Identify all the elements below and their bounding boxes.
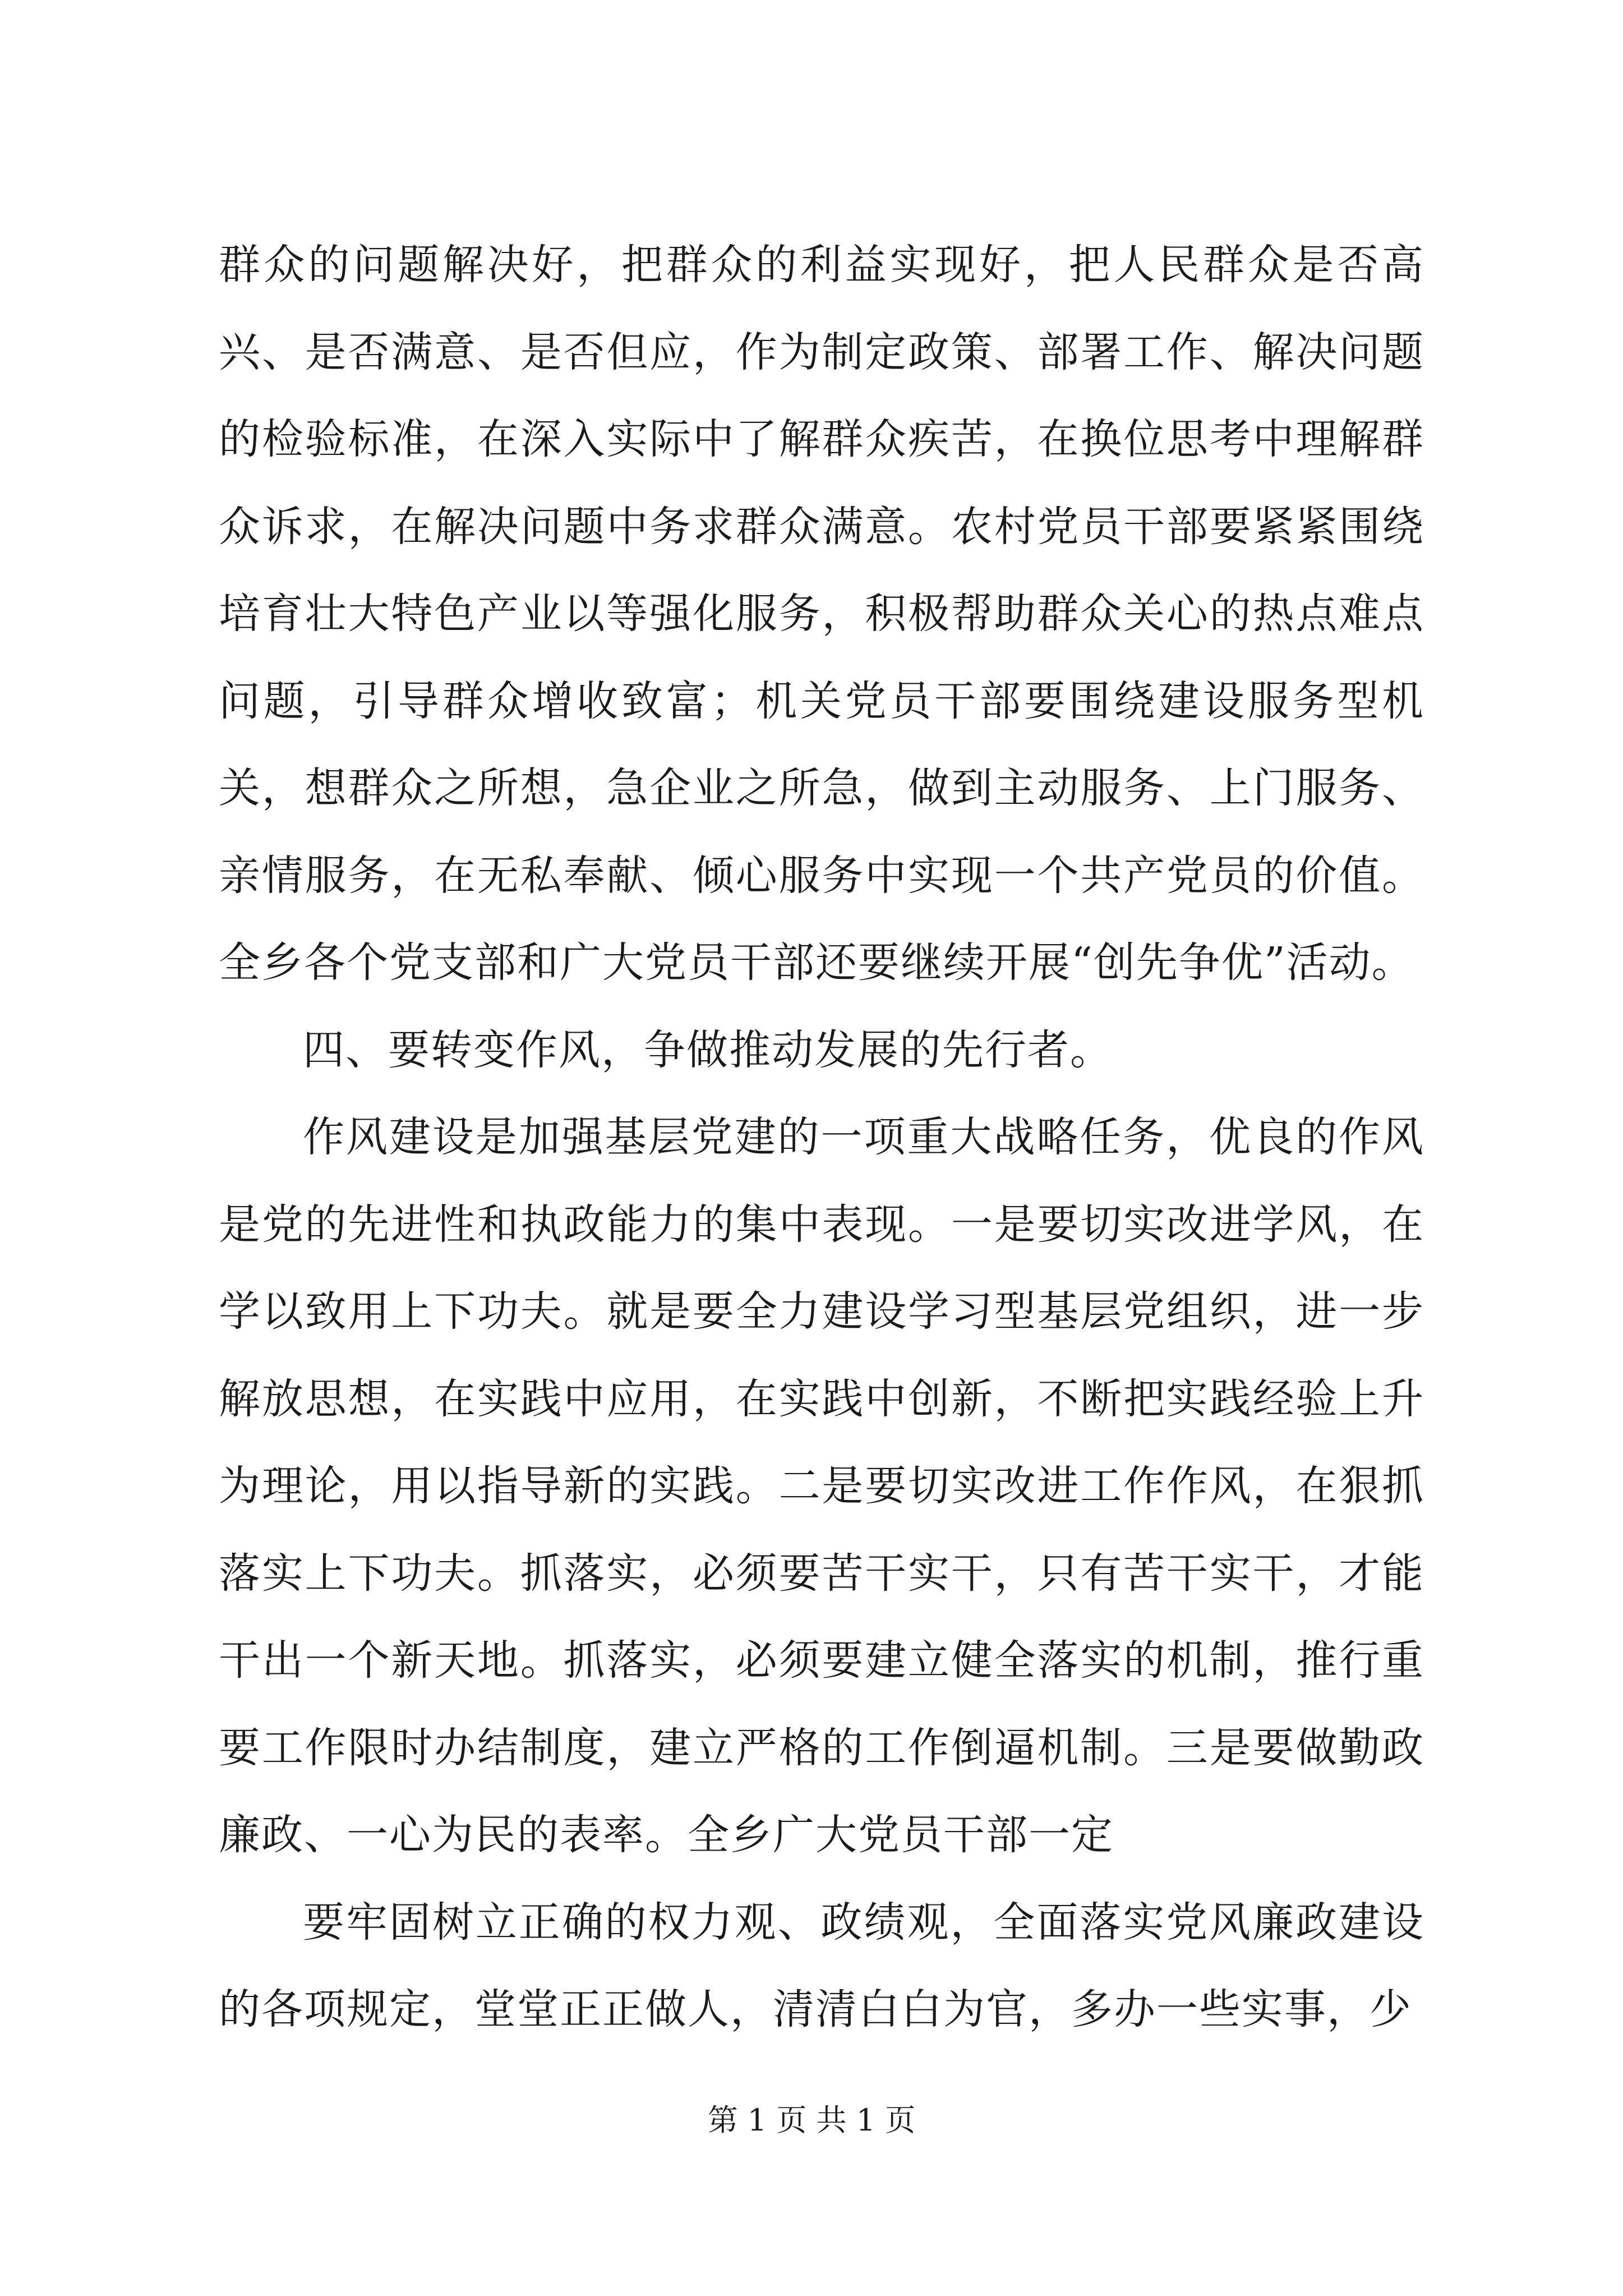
document-body: [219, 222, 1424, 2054]
paragraph-1: 群众的问题解决好，把群众的利益实现好，把人民群众是否高兴、是否满意、是否但应，作为制定政策、部署工作、解决问题的检验标准，在深入实际中了解群众疾苦，在换位思考中理解群众诉求，在解决问题中务求群众满意。农村党员干部要紧紧围绕培育壮大特色产业以等强化服务，积极帮助群众关心的热点难点问题，引导群众增收致富；机关党员干部要围绕建设服务型机关，想群众之所想，急企业之所急，做到主动服务、上门服务、亲情服务，在无私奉献、倾心服务中实现一个共产党员的价值。全乡各个党支部和广大党员干部还要继续开展“创先争优”活动。: [219, 241, 1424, 987]
paragraph-3: 作风建设是加强基层党建的一项重大战略任务，优良的作风是党的先进性和执政能力的集中表现。一是要切实改进学风，在学以致用上下功夫。就是要全力建设学习型基层党组织，进一步解放思想，在实践中应用，在实践中创新，不断把实践经验上升为理论，用以指导新的实践。二是要切实改进工作作风，在狠抓落实上下功夫。抓落实，必须要苦干实干，只有苦干实干，才能干出一个新天地。抓落实，必须要建立健全落实的机制，推行重要工作限时办结制度，建立严格的工作倒逼机制。三是要做勤政廉政、一心为民的表率。全乡广大党员干部一定: [219, 1113, 1424, 1859]
section-heading-4: 四、要转变作风，争做推动发展的先行者。: [303, 1025, 1113, 1074]
paragraph-4: 要牢固树立正确的权力观、政绩观，全面落实党风廉政建设的各项规定，堂堂正正做人，清清白白为官，多办一些实事，少: [219, 1898, 1424, 2033]
page-footer: 第 1 页 共 1 页: [707, 2102, 916, 2138]
